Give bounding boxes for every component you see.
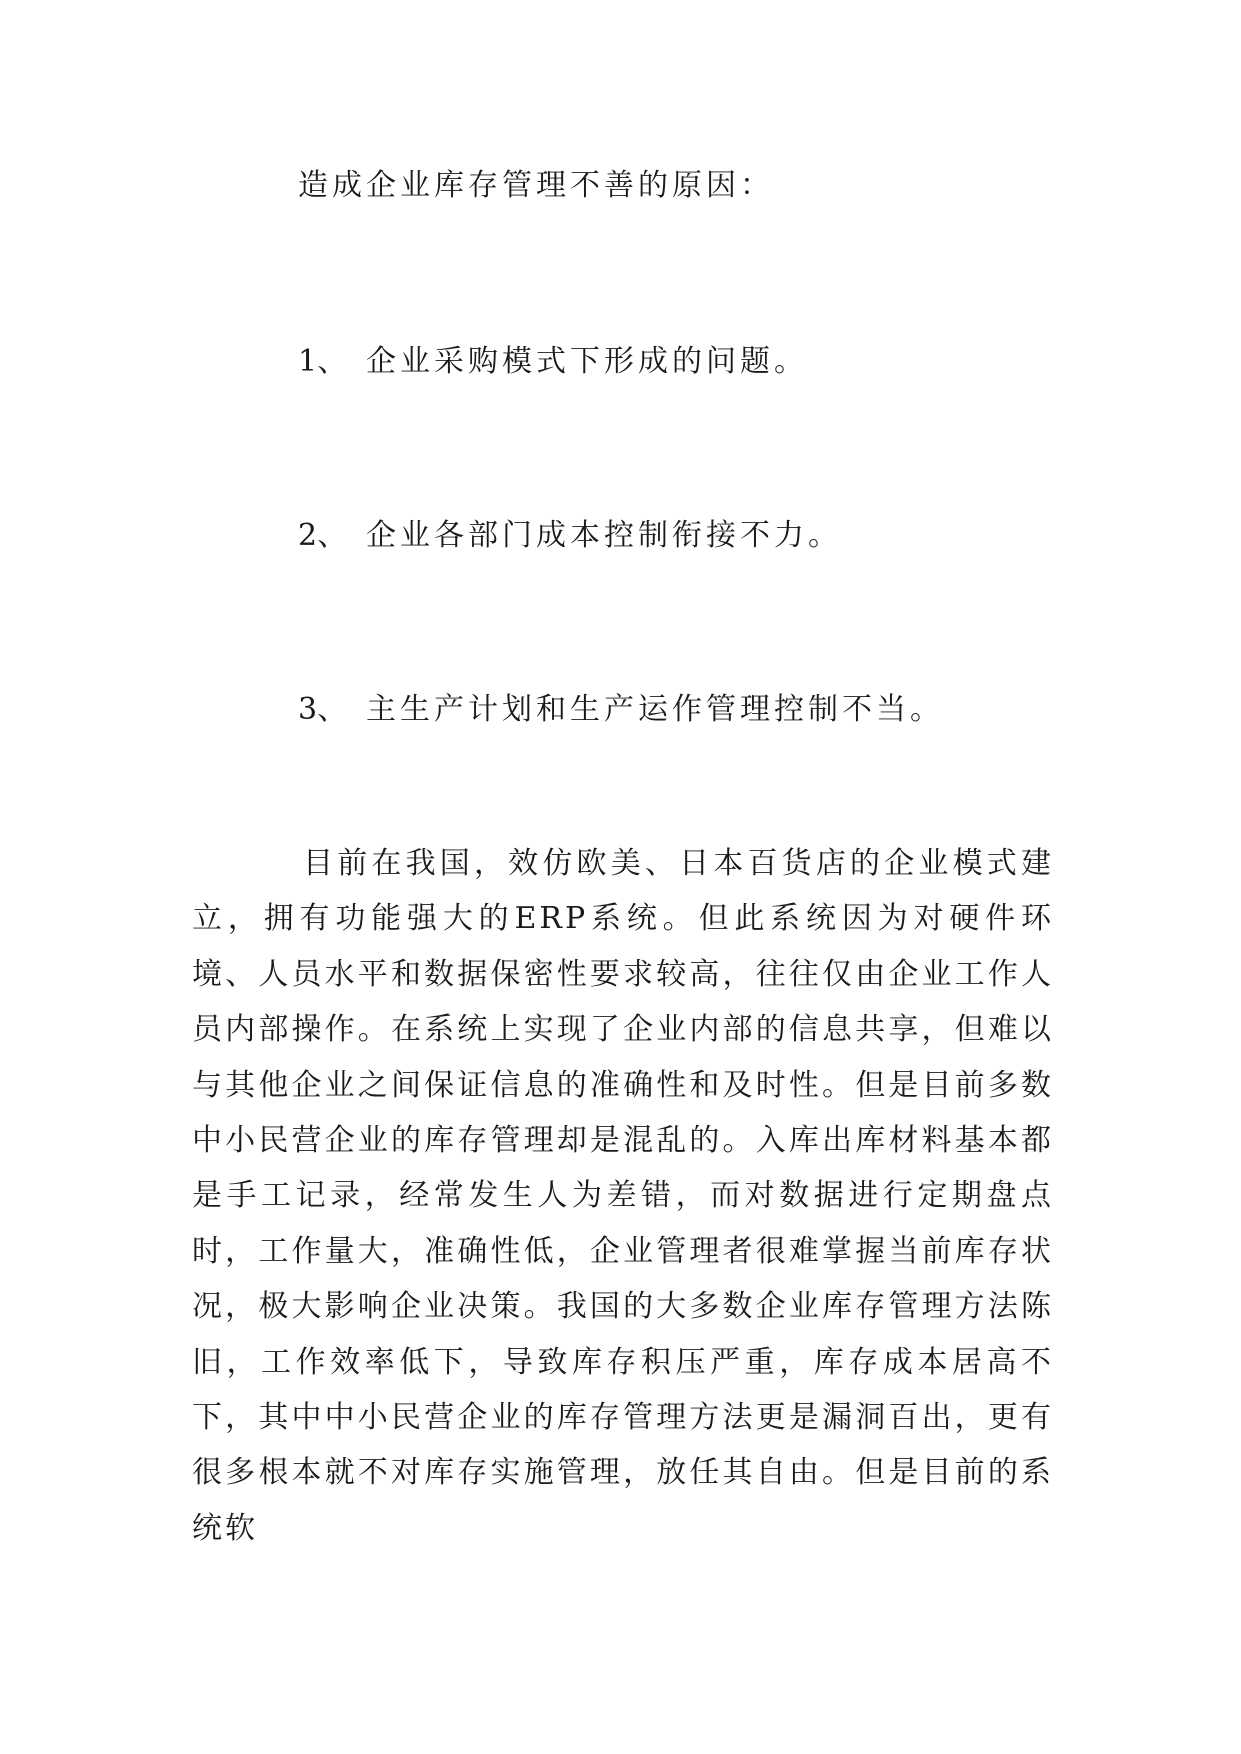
list-item-text: 企业采购模式下形成的问题。 (366, 344, 808, 379)
list-item-number: 1、 (298, 344, 348, 379)
list-item (298, 342, 808, 382)
list-item-text: 主生产计划和生产运作管理控制不当。 (366, 692, 944, 727)
list-item (298, 690, 944, 730)
list-item-number: 3、 (298, 692, 348, 727)
section-heading: 造成企业库存管理不善的原因： (298, 168, 774, 203)
list-item-text: 企业各部门成本控制衔接不力。 (366, 518, 842, 553)
list-item (298, 516, 842, 556)
list-item-number: 2、 (298, 518, 348, 553)
body-paragraph: 目前在我国，效仿欧美、日本百货店的企业模式建立，拥有功能强大的ERP系统。但此系统因为对硬件环境、人员水平和数据保密性要求较高，往往仅由企业工作人员内部操作。在系统上实现了企业内部的信息共享，但难以与其他企业之间保证信息的准确性和及时性。但是目前多数中小民营企业的库存管理却是混乱的。入库出库材料基本都是手工记录，经常发生人为差错，而对数据进行定期盘点时，工作量大，准确性低，企业管理者很难掌握当前库存状况，极大影响企业决策。我国的大多数企业库存管理方法陈旧，工作效率低下，导致库存积压严重，库存成本居高不下，其中中小民营企业的库存管理方法更是漏洞百出，更有很多根本就不对库存实施管理，放任其自由。但是目前的系统软 (192, 846, 1054, 1546)
